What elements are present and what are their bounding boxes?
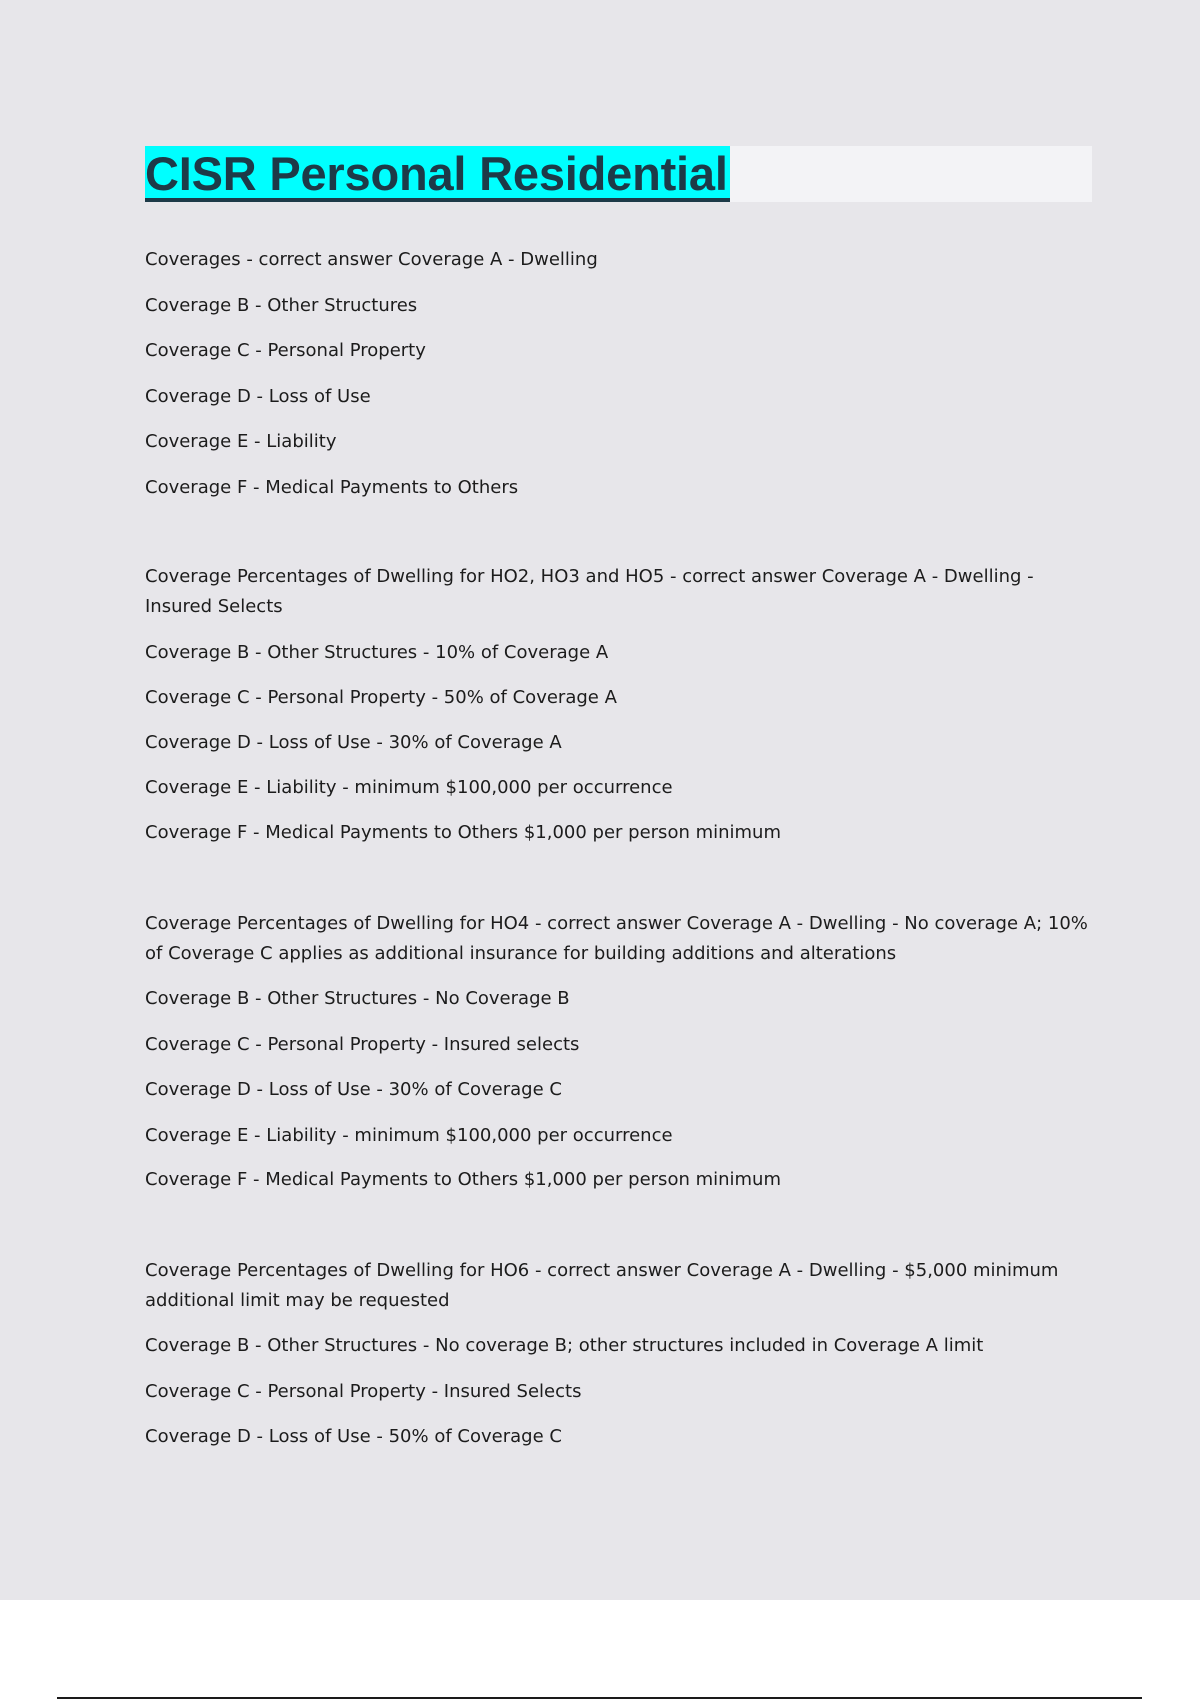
- qa-line: Coverage B - Other Structures: [145, 295, 418, 316]
- qa-line: Coverage C - Personal Property - 50% of Coverage A: [145, 687, 617, 708]
- qa-line: Coverage B - Other Structures - No coverage B; other structures included in Coverage A limit: [145, 1335, 984, 1356]
- qa-line: Coverage F - Medical Payments to Others: [145, 477, 519, 498]
- qa-line: Coverage C - Personal Property - Insured Selects: [145, 1381, 582, 1402]
- qa-line: Coverage D - Loss of Use - 30% of Coverage C: [145, 1079, 562, 1100]
- qa-line: Coverage D - Loss of Use - 50% of Coverage C: [145, 1426, 562, 1447]
- qa-line: Coverage E - Liability - minimum $100,000 per occurrence: [145, 777, 673, 798]
- qa-line: Coverage C - Personal Property: [145, 340, 426, 361]
- qa-line: Coverage B - Other Structures - No Coverage B: [145, 988, 570, 1009]
- qa-line: Coverage E - Liability - minimum $100,000 per occurrence: [145, 1125, 673, 1146]
- document-title: CISR Personal Residential: [145, 147, 728, 200]
- qa-line: Coverage F - Medical Payments to Others $1,000 per person minimum: [145, 1169, 782, 1190]
- qa-line: Coverages - correct answer Coverage A - Dwelling: [145, 249, 598, 270]
- qa-line: Coverage E - Liability: [145, 431, 337, 452]
- qa-line: Coverage Percentages of Dwelling for HO4 - correct answer Coverage A - Dwelling - No coverage A; 10% of Coverage C applies as additional insurance for building additions and alterations: [145, 913, 1088, 964]
- qa-line: Coverage D - Loss of Use: [145, 386, 371, 407]
- qa-line: Coverage Percentages of Dwelling for HO2, HO3 and HO5 - correct answer Coverage A - Dwelling - Insured Selects: [145, 566, 1034, 617]
- footer-rule: [57, 1697, 1142, 1699]
- qa-line: Coverage D - Loss of Use - 30% of Coverage A: [145, 732, 562, 753]
- qa-line: Coverage B - Other Structures - 10% of Coverage A: [145, 642, 609, 663]
- qa-line: Coverage F - Medical Payments to Others $1,000 per person minimum: [145, 822, 782, 843]
- qa-line: Coverage C - Personal Property - Insured selects: [145, 1034, 580, 1055]
- qa-line: Coverage Percentages of Dwelling for HO6 - correct answer Coverage A - Dwelling - $5,000 minimum additional limit may be requested: [145, 1260, 1059, 1311]
